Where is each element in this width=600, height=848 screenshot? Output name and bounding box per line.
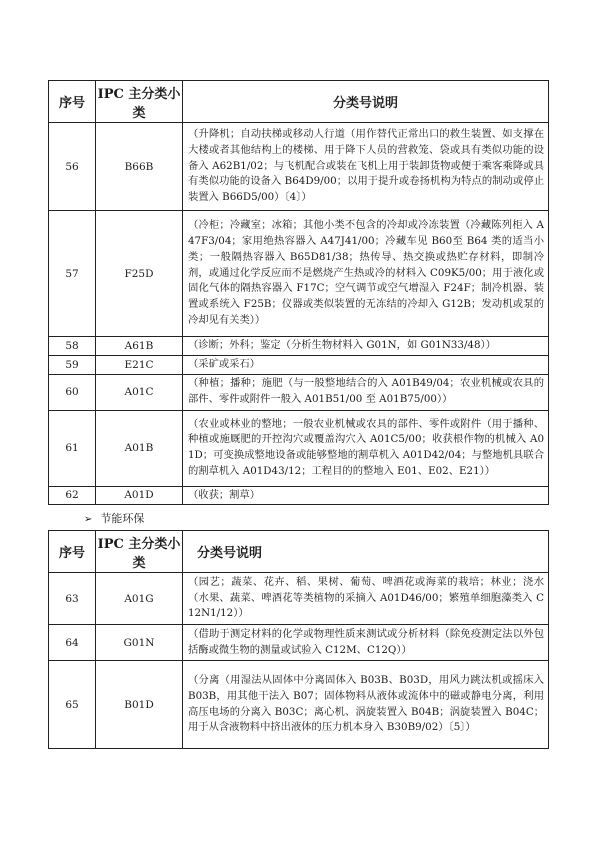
row-num: 64 [49, 625, 96, 661]
table-row [49, 337, 549, 356]
row-code: A01C [96, 374, 183, 410]
section-title: 节能环保 [100, 512, 145, 525]
header-num: 序号 [49, 81, 96, 123]
table-row [49, 355, 549, 374]
header-num: 序号 [49, 531, 96, 573]
row-code: A01G [96, 573, 183, 625]
row-num: 56 [49, 123, 96, 211]
ipc-table-2 [48, 530, 549, 749]
header-ipc: IPC 主分类小类 [96, 531, 183, 573]
row-num: 65 [49, 661, 96, 749]
arrow-bullet-icon: ➢ [84, 514, 93, 525]
table-row [49, 661, 549, 749]
row-num: 63 [49, 573, 96, 625]
row-desc: （分离（用湿法从固体中分离固体入 B03B、B03D，用风力跳汰机或摇床入 B03B，用其他干法入 B07；固体物料从液体或流体中的磁或静电分离，利用高压电场的分离入 B03C；离心机、涡旋装置入 B04B；涡旋装置入 B04C；用于从含液物料中挤出液体的压力机本身入 B30B9/02）〔5〕） [183, 661, 549, 749]
row-code: A01D [96, 486, 183, 505]
row-code: E21C [96, 355, 183, 374]
row-desc: （种植；播种；施肥（与一般整地结合的入 A01B49/04；农业机械或农具的部件、零件或附件一般入 A01B51/00 至 A01B75/00）） [183, 374, 549, 410]
table-row [49, 573, 549, 625]
row-code: A61B [96, 337, 183, 356]
row-code: A01B [96, 410, 183, 486]
header-ipc: IPC 主分类小类 [96, 81, 183, 123]
table-row [49, 486, 549, 505]
row-code: G01N [96, 625, 183, 661]
table-header-row [49, 531, 549, 573]
section-heading [84, 510, 144, 526]
ipc-table-1 [48, 80, 549, 505]
table-row [49, 625, 549, 661]
row-desc: （园艺；蔬菜、花卉、稻、果树、葡萄、啤酒花或海菜的栽培；林业；浇水（水果、蔬菜、啤酒花等类植物的采摘入 A01D46/00；繁殖单细胞藻类入 C12N1/12）） [183, 573, 549, 625]
row-num: 58 [49, 337, 96, 356]
header-desc: 分类号说明 [183, 531, 549, 573]
row-code: F25D [96, 211, 183, 337]
header-desc: 分类号说明 [183, 81, 549, 123]
table-header-row [49, 81, 549, 123]
row-num: 57 [49, 211, 96, 337]
row-num: 62 [49, 486, 96, 505]
row-desc: （采矿或采石） [183, 355, 549, 374]
row-num: 61 [49, 410, 96, 486]
row-num: 60 [49, 374, 96, 410]
table-row [49, 374, 549, 410]
row-desc: （诊断；外科；鉴定（分析生物材料入 G01N，如 G01N33/48）） [183, 337, 549, 356]
row-desc: （农业或林业的整地；一般农业机械或农具的部件、零件或附件（用于播种、种植或施厩肥的开控沟穴或覆盖沟穴入 A01C5/00；收获根作物的机械入 A01D；可变换成整地设备或能够整地的割草机入 A01D42/04；与整地机具联合的割草机入 A01D43/12；工程目的的整地入 E01、E02、E21）） [183, 410, 549, 486]
row-num: 59 [49, 355, 96, 374]
row-desc: （收获；割草） [183, 486, 549, 505]
table-row [49, 123, 549, 211]
table-row [49, 410, 549, 486]
row-desc: （升降机；自动扶梯或移动人行道（用作替代正常出口的救生装置、如支撑在大楼或者其他结构上的楼梯、用于降下人员的营救笼、袋或具有类似功能的设备入 A62B1/02；与飞机配合或装在飞机上用于装卸货物或便于乘客乘降或具有类似功能的设备入 B64D9/00；以用于提升或卷扬机构为特点的制动或停止装置入 B66D5/00）〔4〕） [183, 123, 549, 211]
row-desc: （借助于测定材料的化学或物理性质来测试或分析材料（除免疫测定法以外包括酶或微生物的测量或试验入 C12M、C12Q）） [183, 625, 549, 661]
table-row [49, 211, 549, 337]
row-desc: （冷柜；冷藏室；冰箱；其他小类不包含的冷却或冷冻装置（冷藏陈列柜入 A47F3/04；家用绝热容器入 A47J41/00；冷藏车见 B60至 B64 类的适当小类；一般隔热容器入 B65D81/38；热传导、热交换或热贮存材料，即制冷剂，或通过化学反应而不是燃烧产生热或冷的材料入 C09K5/00；用于液化或固化气体的隔热容器入 F17C；空气调节或空气增湿入 F24F；制冷机器、装置或系统入 F25B；仪器或类似装置的无冻结的冷却入 G12B；发动机或泵的冷却见有关类）） [183, 211, 549, 337]
row-code: B01D [96, 661, 183, 749]
row-code: B66B [96, 123, 183, 211]
